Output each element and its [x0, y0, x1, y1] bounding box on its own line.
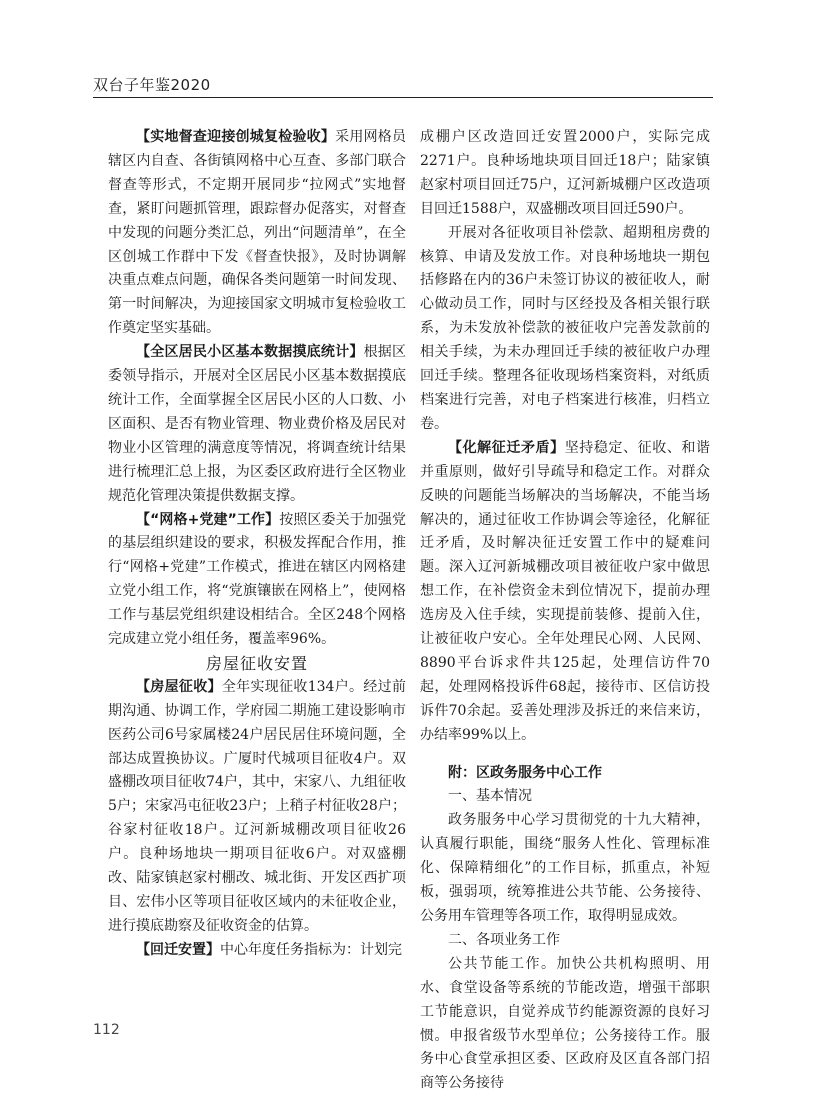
paragraph-grid-party: [108, 509, 406, 652]
page-number: 112: [93, 1022, 120, 1038]
paragraph-body: 坚持稳定、征收、和谐并重原则，做好引导疏导和稳定工作。对群众反映的问题能当场解决的当场解决，不能当场解决的，通过征收工作协调会等途径，化解征迁矛盾，及时解决征迁安置工作中的疑难问题。深入辽河新城棚改项目被征收户家中做思想工作，在补偿资金未到位情况下，提前办理选房及入住手续，实现提前装修、提前入住，让被征收户安心。全年处理民心网、人民网、8890平台诉求件共125起，处理信访件70起，处理网格投诉件68起，接待市、区信访投诉件70余起。妥善处理涉及拆迁的来信来访，办结率99%以上。: [420, 439, 711, 743]
business-work-heading: 二、各项业务工作: [448, 931, 560, 948]
paragraph-conflict: [420, 437, 710, 748]
paragraph-tag: 【化解征迁矛盾】: [448, 439, 565, 456]
paragraph-body: 采用网格员辖区内自查、各街镇网格中心互查、多部门联合督查等形式，不定期开展同步“拉网式”实地督查，紧盯问题抓管理，跟踪督办促落实，对督查中发现的问题分类汇总，列出“问题清单”，在全区创城工作群中下发《督查快报》，及时协调解决重点难点问题，确保各类问题第一时间发现、第一时间解决，为迎接国家文明城市复检验收工作奠定坚实基础。: [108, 129, 407, 337]
paragraph-body: 成棚户区改造回迁安置2000户，实际完成2271户。良种场地块项目回迁18户；陆家镇赵家村项目回迁75户，辽河新城棚户区改造项目回迁1588户，双盛棚改项目回迁590户。: [420, 129, 710, 217]
paragraph-tag: 【实地督查迎接创城复检验收】: [136, 129, 336, 145]
appendix-title: 附：区政务服务中心工作: [448, 764, 602, 781]
right-column: [420, 126, 710, 1096]
paragraph-tag: 【回迁安置】: [136, 941, 220, 958]
paragraph-basic-situation: 政务服务中心学习贯彻党的十九大精神，认真履行职能，围绕“服务人性化、管理标准化、保障精细化”的工作目标，抓重点，补短板，强弱项，统筹推进公共节能、公务接待、公务用车管理等各项工作，取得明显成效。: [420, 812, 710, 924]
paragraph-body: 根据区委领导指示，开展对全区居民小区基本数据摸底统计工作，全面掌握全区居民小区的人口数、小区面积、是否有物业管理、物业费价格及居民对物业小区管理的满意度等情况，将调查统计结果进行梳理汇总上报，为区委区政府进行全区物业规范化管理决策提供数据支撑。: [108, 344, 407, 504]
header-divider: [93, 97, 713, 98]
paragraph-tag: 【“网格+党建”工作】: [136, 511, 280, 528]
paragraph-compensation: [420, 222, 710, 437]
paragraph-body: 中心年度任务指标为：计划完: [220, 941, 402, 958]
paragraph-tag: 【全区居民小区基本数据摸底统计】: [136, 344, 364, 361]
paragraph-inspection: [108, 126, 406, 341]
basic-situation-heading: 一、基本情况: [448, 788, 532, 805]
paragraph-survey: [108, 341, 406, 508]
paragraph-body: 开展对各征收项目补偿款、超期租房费的核算、申请及发放工作。对良种场地块一期包括修路在内的36户未签订协议的被征收人，耐心做动员工作，同时与区经投及各相关银行联系，为未发放补偿款的被征收户完善发款前的相关手续，为未办理回迁手续的被征收户办理回迁手续。整理各征收现场档案资料，对纸质档案进行完善，对电子档案进行核准，归档立卷。: [420, 224, 710, 432]
left-column: [108, 126, 406, 963]
paragraph-expropriation: [108, 676, 406, 939]
paragraph-tag: 【房屋征收】: [136, 678, 222, 695]
paragraph-body: 全年实现征收134户。经过前期沟通、协调工作，学府园二期施工建设影响市医药公司6号家属楼24户居民居住环境问题，全部达成置换协议。广厦时代城项目征收4户。双盛棚改项目征收74户，其中，宋家八、九组征收5户；宋家冯屯征收23户；上稍子村征收28户；谷家村征收18户。辽河新城棚改项目征收26户。良种场地块一期项目征收6户。对双盛棚改、陆家镇赵家村棚改、城北街、开发区西扩项目、宏伟小区等项目征收区域内的未征收企业，进行摸底勘察及征收资金的估算。: [108, 678, 406, 934]
section-title: 房屋征收安置: [205, 653, 308, 673]
paragraph-body: 按照区委关于加强党的基层组织建设的要求，积极发挥配合作用，推行“网格+党建”工作模式，推进在辖区内网格建立党小组工作，将“党旗镶嵌在网格上”，使网格工作与基层党组织建设相结合。全区248个网格完成建立党小组任务，覆盖率96%。: [108, 511, 407, 648]
paragraph-business-work: 公共节能工作。加快公共机构照明、用水、食堂设备等系统的节能改造，增强干部职工节能意识，自觉养成节约能源资源的良好习惯。申报省级节水型单位；公务接待工作。服务中心食堂承担区委、区政府及区直各部门招商等公务接待: [420, 955, 710, 1092]
paragraph-resettlement: [108, 939, 406, 963]
running-header-title: 双台子年鉴2020: [93, 76, 211, 94]
paragraph-resettlement-continued: [420, 126, 710, 222]
